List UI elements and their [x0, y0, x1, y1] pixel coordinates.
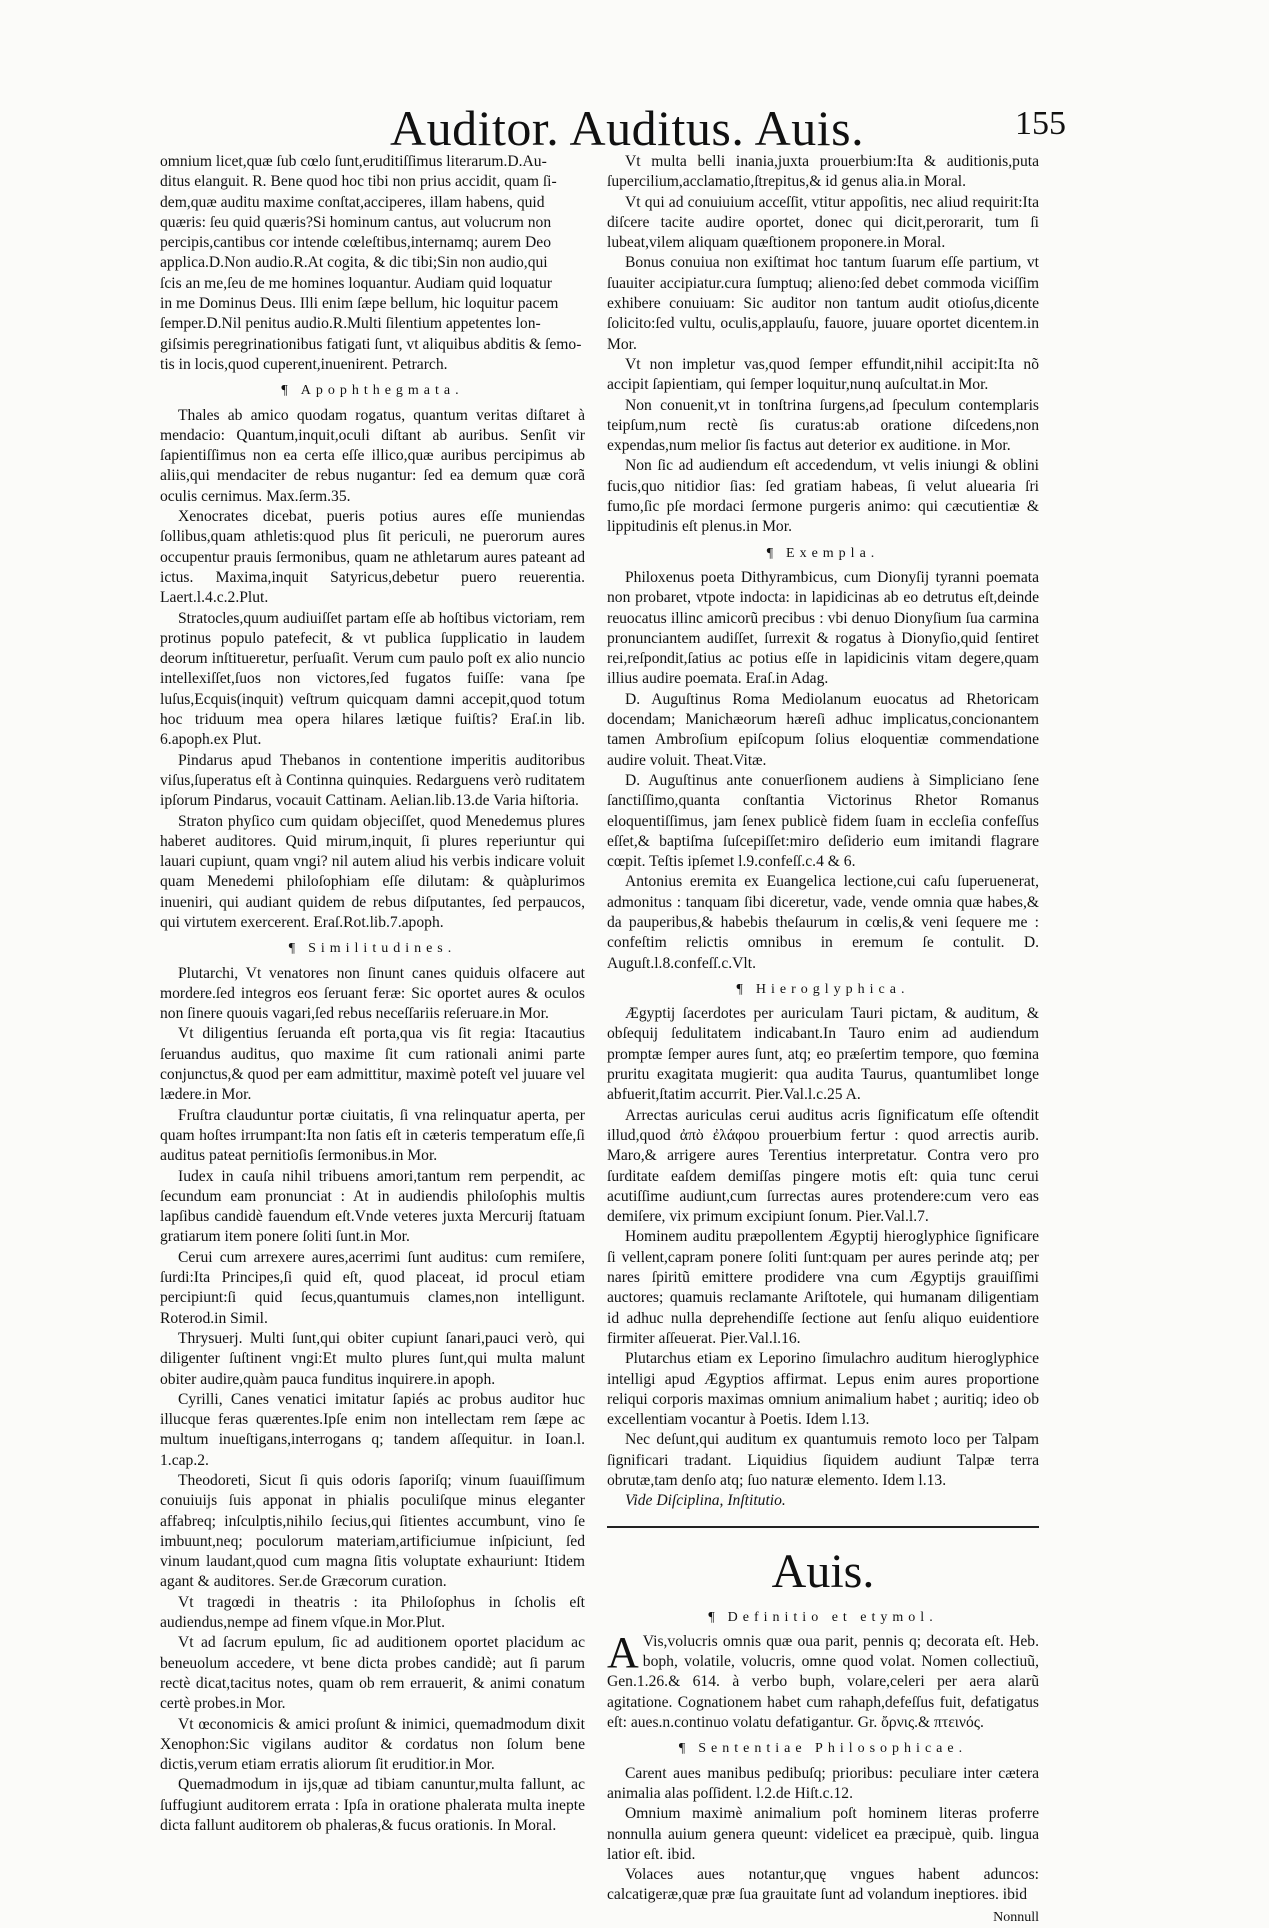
section-heading-hieroglyphica: ¶ Hieroglyphica. — [736, 981, 910, 997]
paragraph: Nec deſunt,qui auditum ex quantumuis remoto loco per Talpam ſignificari tradant. Liquidius ſiquidem audiunt Talpæ terra obrutæ,tam denſo atq; ſuo naturæ elemento. Idem l.13. — [607, 1431, 1039, 1489]
paragraph: Pindarus apud Thebanos in contentione imperitis auditoribus viſus,ſuperatus eſt à Continna quinquies. Redarguens verò ruditatem ipſorum Pindarus, vocauit Cattinam. Aelian.lib.13.de Varia hiſtoria. — [160, 751, 585, 810]
paragraph: Vt multa belli inania,juxta prouerbium:Ita & auditionis,puta ſupercilium,acclamatio,ſtrepitus,& id genus alia.in Moral. — [607, 153, 1039, 191]
section-heading-definitio: ¶ Definitio et etymol. — [708, 1609, 938, 1625]
paragraph: Xenocrates dicebat, pueris potius aures eſſe muniendas ſollibus,quam athletis:quod plus ſit periculi, ne puerorum aures occupentur prauis ſermonibus, quam ne athletarum aures pateant ad ictus. Maxima,inquit Satyricus,debetur puero reuerentia. Laert.l.4.c.2.Plut. — [160, 508, 585, 607]
section-heading-exempla: ¶ Exempla. — [766, 545, 880, 561]
text-line: ditus elanguit. R. Bene quod hoc tibi non prius accidit, quam ſi- — [160, 173, 557, 191]
pilcrow-icon: ¶ — [288, 941, 301, 957]
cross-reference: Vide Diſciplina, Inſtitutio. — [625, 1492, 786, 1510]
paragraph: Plutarchi, Vt venatores non ſinunt canes quiduis olfacere aut mordere.ſed integros eos ſeruant feræ: Sic oportet aures & oculos non ſinere quouis vagari,ſed rebus neceſſariis reſeruare.in Mor. — [160, 964, 585, 1023]
pilcrow-icon: ¶ — [766, 545, 779, 561]
pilcrow-icon: ¶ — [281, 383, 293, 399]
paragraph: Non ſic ad audiendum eſt accedendum, vt velis iniungi & oblini fucis,quo nitidior ſias: ſed gratiam habeas, ſi velut aluearia ſri fumo,ſic pſe mordaci ſermone purgeris animo: qui cæcutientiæ & lippitudinis eſt plenus.in Mor. — [607, 457, 1039, 536]
paragraph: Omnium maximè animalium poſt hominem literas proferre nonnulla auium genera queunt: videlicet ea præcipuè, quib. lingua latior eſt. ibid. — [607, 1805, 1039, 1863]
paragraph: Straton phyſico cum quidam objeciſſet, quod Menedemus plures haberet auditores. Quid mirum,inquit, ſi plures reperiuntur qui lauari cupiunt, quam vngi? nil autem aliud his verbis indicare voluit quam Menedemi philoſophiam eſſe dilutam: & quàplurimos inueniri, qui audiant quidem de rebus diſputantes, ſed perpaucos, qui virtutem exercerent. Eraſ.Rot.lib.7.apoph. — [160, 812, 585, 931]
paragraph: Vt tragœdi in theatris : ita Philoſophus in ſcholis eſt audiendus,nempe ad finem vſque.in Mor.Plut. — [160, 1593, 585, 1632]
section-heading-sententiae: ¶ Sententiae Philosophicae. — [678, 1741, 968, 1757]
text-line: ſemper.D.Nil penitus audio.R.Multi ſilentium appetentes lon- — [160, 315, 541, 333]
paragraph: Vis,volucris omnis quæ oua parit, pennis q; decorata eſt. Heb. boph, volatile, volucris, omne quod volat. Nomen collectiuũ, Gen.1.26.& 614. à verbo buph, volare,celeri per aera alarũ agitatione. Cognationem habet cum rahaph,defeſſus fuit, defatigatus eſt: aues.n.continuo volatu defatigantur. Gr. ὄρνις.& πτεινός. — [607, 1632, 1039, 1732]
right-column — [607, 152, 1039, 1928]
text-line: omnium licet,quæ ſub cœlo ſunt,eruditiſſimus literarum.D.Au- — [160, 153, 547, 170]
left-opening-text — [160, 152, 585, 375]
paragraph: Philoxenus poeta Dithyrambicus, cum Dionyſij tyranni poemata non probaret, vtpote indocta: in lapidicinas ab eo detrutus eſt,deinde reuocatus illinc amicorũ precibus : vbi denuo Dionyſium ſua carmina pronunciantem audiſſet, ſurrexit & rogatus à Dionyſio,quid ſentiret rei,reſpondit,ſatius ac potius eſſe in lapidicinis vitam degere,quam illius audire poemata. Eraſ.in Adag. — [607, 568, 1039, 688]
paragraph: Arrectas auriculas cerui auditus acris ſignificatum eſſe oſtendit illud,quod ἀπὸ ἐλάφου prouerbium fertur : quod arrectis aurib. Maro,& arrigere aures Terentius interpretatur. Contra vero pro ſurditate eaſdem demiſſas pingere motis eſt: quia tunc cerui acutiſſime audiunt,cum ſurrectas aures protendere:cum vero eas demiſere, vix primum excipiunt ſonum. Pier.Val.l.7. — [607, 1106, 1039, 1226]
paragraph: Antonius eremita ex Euangelica lectione,cui caſu ſuperuenerat, admonitus : tanquam ſibi diceretur, vade, vende omnia quæ habes,& da pauperibus,& habebis theſaurum in cœlis,& veni ſequere me : confeſtim relictis omnibus in eremum ſe contulit. D. Auguſt.l.8.confeſſ.c.Vlt. — [607, 873, 1039, 972]
paragraph: Stratocles,quum audiuiſſet partam eſſe ab hoſtibus victoriam, rem protinus populo patefecit, & vt publica ſupplicatio in laudem deorum inſtitueretur, perſuaſit. Verum cum paulo poſt ex alio nuncio intellexiſſet,ſuos non victores,ſed fugatos fuiſſe: vana ſpe luſus,Ecquis(inquit) veſtrum quicquam damni accepit,quod totum hoc triduum mea opera hilares lætique fuiſtis? Eraſ.in lib. 6.apoph.ex Plut. — [160, 609, 585, 749]
entry-title: Auis. — [771, 1544, 875, 1598]
paragraph: Cerui cum arrexere aures,acerrimi ſunt auditus: cum remiſere, ſurdi:Ita Principes,ſi quid eſt, quod placeat, id procul etiam percipiunt:ſi quid ſecus,quantumuis clames,non intelligunt. Roterod.in Simil. — [160, 1248, 585, 1327]
paragraph: Volaces aues notantur,quę vngues habent aduncos: calcatigeræ,quæ præ ſua grauitate ſunt ad volandum ineptiores. ibid — [607, 1866, 1039, 1904]
text-line: tis in locis,quod cuperent,inuenirent. Petrarch. — [160, 355, 448, 373]
text-line: percipis,cantibus cor intende cœleſtibus,internamq; aurem Deo — [160, 234, 552, 252]
pilcrow-icon: ¶ — [736, 981, 748, 997]
catchword: Nonnull — [993, 1909, 1039, 1925]
text-line: applica.D.Non audio.R.At cogita, & dic tibi;Sin non audio,qui — [160, 254, 548, 272]
paragraph: Vt non impletur vas,quod ſemper effundit,nihil accipit:Ita nõ accipit ſapientiam, qui ſemper loquitur,nunq auſcultat.in Mor. — [607, 355, 1039, 394]
paragraph: Iudex in cauſa nihil tribuens amori,tantum rem perpendit, ac ſecundum eam pronunciat : At in audiendis philoſophis multis lapſibus candidè fauendum eſt.Vnde veteres juxta Mercurij ſtatuam gratiarum item ponere ſoliti ſunt.in Mor. — [160, 1167, 585, 1246]
section-heading-similitudines: ¶ Similitudines. — [288, 941, 457, 957]
running-head: Auditor. Auditus. Auis. — [390, 100, 865, 156]
page-number: 155 — [1015, 105, 1066, 142]
paragraph: Vt qui ad conuiuium acceſſit, vtitur appoſitis, nec aliud requirit:Ita diſcere tacite audire oportet, donec qui dicit,perorarit, tum ſi lubeat,vilem aliquam quæſtionem proponere.in Moral. — [607, 193, 1039, 252]
paragraph: Ægyptij ſacerdotes per auriculam Tauri pictam, & auditum, & obſequij ſedulitatem indicabant.In Tauro enim ad audiendum promptæ ſemper aures ſunt, atq; eo præſertim tempore, quo fœmina pruritu exagitata mugierit: qua audita Taurus, quantumlibet longe abfuerit,ſtatim accurrit. Pier.Val.l.c.25 A. — [607, 1005, 1039, 1104]
paragraph: Theodoreti, Sicut ſi quis odoris ſaporiſq; vinum ſuauiſſimum conuiuijs ſuis apponat in phialis poculiſque minus eleganter affabreq; inſculptis,nihilo ſecius,qui ſitientes accumbunt, vino ſe imbuunt,neq; poculorum materiam,artificiumue inſpiciunt, ſed vinum laudant,quod cum magna ſitis voluptate exhauriunt: Itidem agant & auditores. Ser.de Græcorum curation. — [160, 1472, 585, 1591]
text-line: dem,quæ auditu maxime conſtat,acciperes, illam habens, quid — [160, 193, 545, 211]
pilcrow-icon: ¶ — [678, 1741, 691, 1757]
left-column — [160, 152, 585, 1836]
pilcrow-icon: ¶ — [708, 1609, 720, 1625]
text-line: giſsimis peregrinationibus fatigati ſunt, vt aliquibus abditis & ſemo- — [160, 335, 582, 353]
paragraph: Non conuenit,vt in tonſtrina ſurgens,ad ſpeculum contemplaris teipſum,num rectè ſis curatus:ab oratione diſcedens,non expendas,num melior ſis factus aut deterior ex auditione. in Mor. — [607, 396, 1039, 455]
paragraph: Quemadmodum in ijs,quæ ad tibiam canuntur,multa fallunt, ac ſuffugiunt auditorem errata : Ipſa in oratione phalerata multa inepte dicta fallunt auditorem ob phaleras,& fucus orationis. In Moral. — [160, 1776, 585, 1835]
paragraph: Carent aues manibus pedibuſq; prioribus: peculiare inter cætera animalia alas poſſident. l.2.de Hiſt.c.12. — [607, 1764, 1039, 1802]
section-heading-apophthegmata: ¶ Apophthegmata. — [281, 383, 464, 399]
paragraph: Cyrilli, Canes venatici imitatur ſapiés ac probus auditor huc illucque feras quærentes.Ipſe enim non intellectam rem ſæpe ac multum inueſtigans,interrogans q; tandem aſſequitur. in Ioan.l. 1.cap.2. — [160, 1390, 585, 1469]
page-header — [0, 98, 1269, 158]
paragraph: Hominem auditu præpollentem Ægyptij hieroglyphice ſignificare ſi vellent,capram ponere ſoliti ſunt:quam per aures perinde atq; per nares ſpiritũ emittere prodidere vna cum Ægyptijs grauiſſimi auctores; quamuis reclamante Ariſtotele, qui humanam diligentiam id adhuc nulla deprehendiſſe ſectione aut ſenſu aliquo euidentiore firmiter aſſeuerat. Pier.Val.l.16. — [607, 1228, 1039, 1347]
text-line: in me Dominus Deus. Illi enim ſæpe bellum, hic loquitur pacem — [160, 295, 559, 313]
paragraph: Bonus conuiua non exiſtimat hoc tantum ſuarum eſſe partium, vt ſuauiter accipiatur.cura ſumptuq; alieno:ſed debet commoda viciſſim exhibere conuiuam: Sic auditor non tantum audit otioſus,dicente ſolicito:ſed vultu, oculis,applauſu, fauore, juuare oportet dicentem.in Mor. — [607, 254, 1039, 353]
title-rule — [607, 1526, 1039, 1528]
text-line: quæris: ſeu quid quæris?Si hominum cantus, aut volucrum non — [160, 213, 552, 231]
paragraph: Vt œconomicis & amici proſunt & inimici, quemadmodum dixit Xenophon:Sic vigilans auditor & cordatus non ſolum bene dictis,verum etiam erratis aliorum ſit eruditior.in Mor. — [160, 1715, 585, 1774]
paragraph: D. Auguſtinus Roma Mediolanum euocatus ad Rhetoricam docendam; Manichæorum hæreſi adhuc implicatus,concionantem tamen Ambroſium epiſcopum ſolius eloquentiæ commendatione audire voluit. Theat.Vitæ. — [607, 690, 1039, 769]
definitio-block — [607, 1627, 1039, 1733]
text-line: ſcis an me,ſeu de me homines loquantur. Audiam quid loquatur — [160, 274, 552, 292]
paragraph: D. Auguſtinus ante conuerſionem audiens à Simpliciano ſene ſanctiſſimo,quanta conſtantia Victorinus Rhetor Romanus eloquentiſſimus, jam ſenex publicè fidem ſuam in eccleſia confeſſus eſſet,& baptiſma ſuſcepiſſet:miro deſiderio eum imitandi flagrare cœpit. Teſtis ipſemet l.9.confeſſ.c.4 & 6. — [607, 771, 1039, 871]
paragraph: Vt diligentius ſeruanda eſt porta,qua vis ſit regia: Itacautius ſeruandus auditus, quo maxime ſit cum rationali animi parte conjunctus,& quod per eam admittitur, maximè poteſt vel juuare vel lædere.in Mor. — [160, 1025, 585, 1104]
paragraph: Thales ab amico quodam rogatus, quantum veritas diſtaret à mendacio: Quantum,inquit,oculi diſtant ab auribus. Senſit vir ſapientiſſimus non ea certa eſſe illico,quæ auribus percipimus ab aliis,qui mendaciter de rebus nugantur: ſed ea demum quæ corã oculis cernimus. Max.ſerm.35. — [160, 406, 585, 505]
paragraph: Plutarchus etiam ex Leporino ſimulachro auditum hieroglyphice intelligi apud Ægyptios affirmat. Lepus enim aures proportione reliqui corporis maximas omnium animalium habet ; auritiq; ideo ob excellentiam vocantur à Poetis. Idem l.13. — [607, 1350, 1039, 1429]
dropcap-letter: A — [607, 1627, 639, 1677]
paragraph: Thrysuerj. Multi ſunt,qui obiter cupiunt ſanari,pauci verò, qui diligenter ſuſtinent vngi:Et multo plures ſunt,qui multa malunt obiter audire,quàm pauca funditus inquirere.in apoph. — [160, 1329, 585, 1388]
paragraph: Fruſtra clauduntur portæ ciuitatis, ſi vna relinquatur aperta, per quam hoſtes irrumpant:Ita non ſatis eſt in cæteris temperatum eſſe,ſi auditus pateat pernitioſis ſermonibus.in Mor. — [160, 1106, 585, 1165]
paragraph: Vt ad ſacrum epulum, ſic ad auditionem oportet placidum ac beneuolum accedere, vt bene dicta probes candidè; aut ſi parum rectè dicat,tacitus notes, quam ob rem errauerit, & animi conatum certè probes.in Mor. — [160, 1634, 585, 1713]
